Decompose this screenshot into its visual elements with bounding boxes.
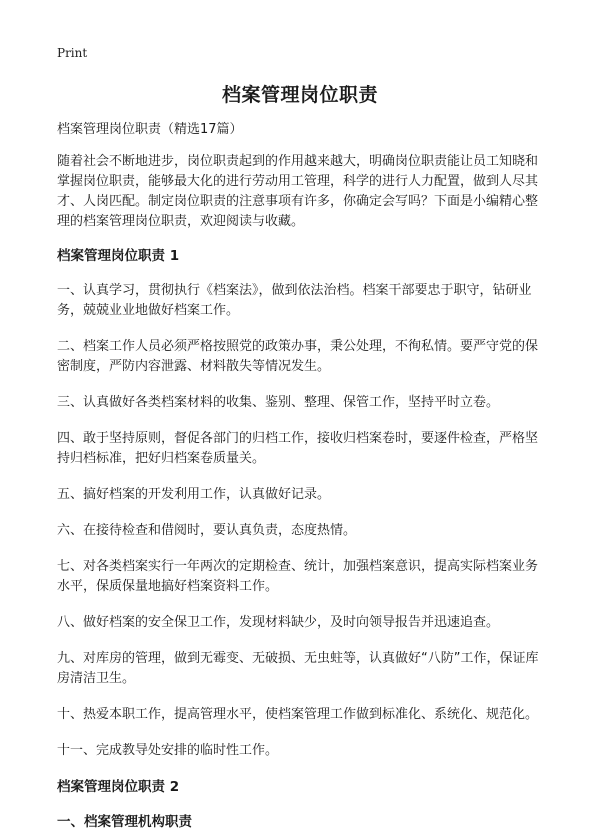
- duty-item-7: 七、对各类档案实行一年两次的定期检查、统计，加强档案意识，提高实际档案业务水平，保质保量地搞好档案资料工作。: [57, 559, 539, 594]
- section-heading-2: 档案管理岗位职责 2: [57, 779, 180, 795]
- intro-paragraph: 随着社会不断地进步，岗位职责起到的作用越来越大，明确岗位职责能让员工知晓和掌握岗位职责，能够最大化的进行劳动用工管理，科学的进行人力配置，做到人尽其才、人岗匹配。制定岗位职责的注意事项有许多，你确定会写吗？下面是小编精心整理的档案管理岗位职责，欢迎阅读与收藏。: [57, 154, 539, 229]
- sub-heading-archive-org: 一、档案管理机构职责: [57, 814, 192, 830]
- duty-item-8: 八、做好档案的安全保卫工作，发现材料缺少，及时向领导报告并迅速追查。: [57, 615, 500, 630]
- duty-item-10: 十、热爱本职工作，提高管理水平，使档案管理工作做到标准化、系统化、规范化。: [57, 707, 539, 722]
- duty-item-9: 九、对库房的管理，做到无霉变、无破损、无虫蛀等，认真做好“八防”工作，保证库房清洁卫生。: [57, 651, 539, 686]
- duty-item-4: 四、敢于坚持原则，督促各部门的归档工作，接收归档案卷时，要逐件检查，严格坚持归档标准，把好归档案卷质量关。: [57, 431, 539, 466]
- duty-item-1: 一、认真学习，贯彻执行《档案法》，做到依法治档。档案干部要忠于职守，钻研业务，兢兢业业地做好档案工作。: [57, 283, 532, 318]
- page-title: 档案管理岗位职责: [221, 84, 378, 106]
- duty-item-2: 二、档案工作人员必须严格按照党的政策办事，秉公处理，不徇私情。要严守党的保密制度，严防内容泄露、材料散失等情况发生。: [57, 339, 539, 374]
- duty-item-5: 五、搞好档案的开发利用工作，认真做好记录。: [57, 487, 331, 502]
- section-heading-1: 档案管理岗位职责 1: [57, 248, 180, 264]
- document-body: [57, 120, 547, 832]
- document-subtitle: 档案管理岗位职责（精选17篇）: [57, 122, 243, 137]
- print-link[interactable]: Print: [57, 46, 88, 60]
- duty-item-11: 十一、完成教导处安排的临时性工作。: [57, 743, 279, 758]
- duty-item-3: 三、认真做好各类档案材料的收集、鉴别、整理、保管工作，坚持平时立卷。: [57, 395, 500, 410]
- duty-item-6: 六、在接待检查和借阅时，要认真负责，态度热情。: [57, 523, 357, 538]
